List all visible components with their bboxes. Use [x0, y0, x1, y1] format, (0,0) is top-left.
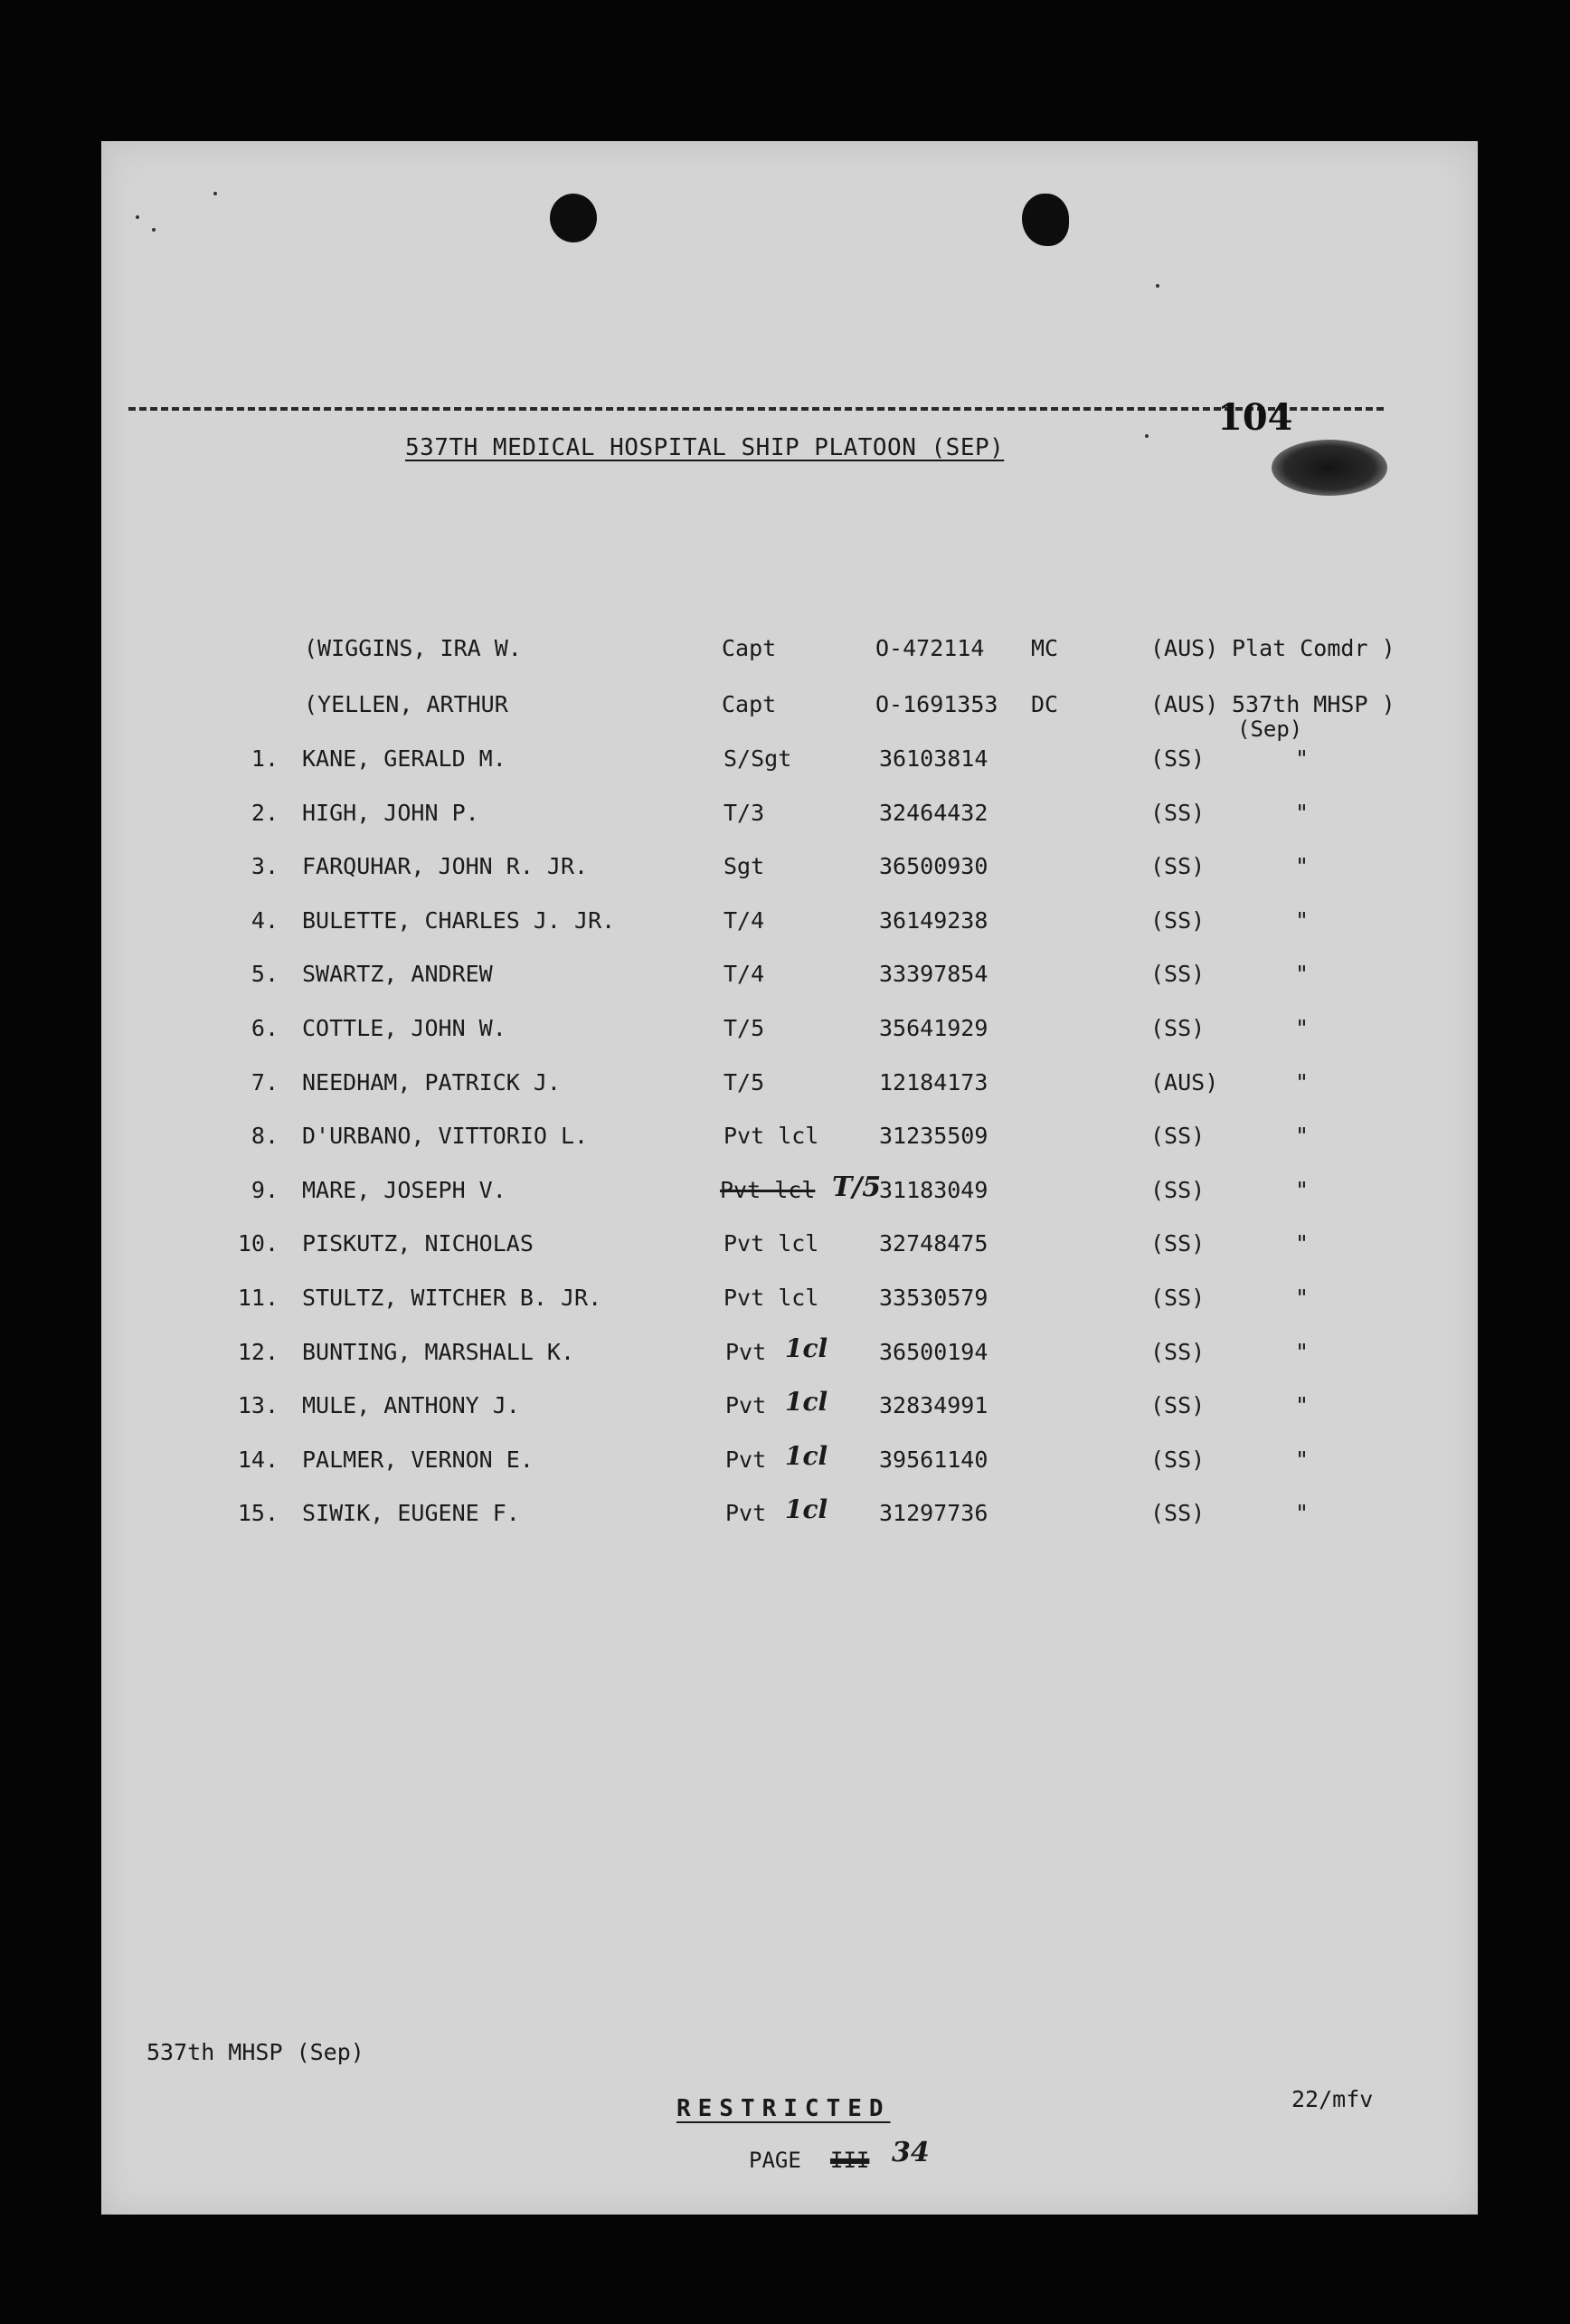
roster-component: (SS) — [1150, 1123, 1206, 1149]
roster-serial: 36500194 — [879, 1339, 988, 1365]
roster-row — [0, 1230, 1570, 1266]
roster-serial: 31183049 — [879, 1177, 988, 1203]
document-title: 537TH MEDICAL HOSPITAL SHIP PLATOON (SEP) — [405, 434, 1005, 461]
roster-row — [0, 907, 1570, 944]
roster-rank: Pvt — [725, 1447, 767, 1473]
roster-row — [0, 1285, 1570, 1321]
roster-name: SIWIK, EUGENE F. — [302, 1500, 520, 1526]
roster-serial: 32748475 — [879, 1230, 988, 1257]
officer-row — [0, 691, 1570, 727]
officer-note: Plat Comdr ) — [1232, 635, 1395, 661]
roster-component: (SS) — [1150, 1339, 1206, 1365]
roster-row — [0, 1015, 1570, 1051]
roster-serial: 36500930 — [879, 853, 988, 879]
officer-row — [0, 635, 1570, 671]
roster-serial: 32834991 — [879, 1392, 988, 1418]
roster-rank: Pvt lcl — [724, 1285, 819, 1311]
officer-serial: O-1691353 — [875, 691, 998, 717]
officer-branch: MC — [1031, 635, 1059, 661]
officer-name: (WIGGINS, IRA W. — [304, 635, 522, 661]
officer-rank: Capt — [722, 635, 777, 661]
roster-component: (SS) — [1150, 1285, 1206, 1311]
ditto-mark: " — [1295, 745, 1310, 772]
ditto-mark: " — [1295, 1015, 1310, 1041]
roster-rank-handwritten: 1cl — [785, 1333, 828, 1363]
roster-rank: T/5 — [724, 1069, 765, 1096]
ditto-mark: " — [1295, 907, 1310, 934]
roster-rank: Pvt — [725, 1500, 767, 1526]
roster-name: KANE, GERALD M. — [302, 745, 506, 772]
ditto-mark: " — [1295, 1230, 1310, 1257]
roster-row — [0, 1333, 1570, 1375]
roster-serial: 33397854 — [879, 961, 988, 987]
roster-name: MULE, ANTHONY J. — [302, 1392, 520, 1418]
roster-name: NEEDHAM, PATRICK J. — [302, 1069, 561, 1096]
roster-name: STULTZ, WITCHER B. JR. — [302, 1285, 602, 1311]
roster-rank: Sgt — [724, 853, 765, 879]
roster-number: 14. — [237, 1447, 279, 1473]
ditto-mark: " — [1295, 800, 1310, 826]
roster-number: 5. — [251, 961, 279, 987]
roster-component: (SS) — [1150, 745, 1206, 772]
ditto-mark: " — [1295, 1392, 1310, 1418]
roster-component: (SS) — [1150, 853, 1206, 879]
footer-unit: 537th MHSP (Sep) — [147, 2039, 364, 2065]
roster-row — [0, 800, 1570, 836]
ditto-mark: " — [1295, 1339, 1310, 1365]
punch-hole-right — [1022, 194, 1069, 246]
roster-serial: 31297736 — [879, 1500, 988, 1526]
ditto-mark: " — [1295, 1069, 1310, 1096]
officer-note-sep: (Sep) — [1237, 716, 1303, 742]
roster-row — [0, 1123, 1570, 1159]
ditto-mark: " — [1295, 1500, 1310, 1526]
roster-name: PALMER, VERNON E. — [302, 1447, 534, 1473]
roster-row — [0, 961, 1570, 997]
roster-rank: T/4 — [724, 907, 765, 934]
roster-rank-handwritten: 1cl — [785, 1494, 828, 1524]
roster-row — [0, 745, 1570, 782]
roster-component: (SS) — [1150, 800, 1206, 826]
roster-serial: 32464432 — [879, 800, 988, 826]
roster-rank: S/Sgt — [724, 745, 792, 772]
ditto-mark: " — [1295, 853, 1310, 879]
roster-row — [0, 853, 1570, 889]
roster-serial: 36149238 — [879, 907, 988, 934]
page-struck: III — [830, 2148, 870, 2173]
roster-rank: T/3 — [724, 800, 765, 826]
dust-speck — [136, 215, 139, 219]
page-number: 104 — [1217, 396, 1293, 439]
roster-rank: T/5 — [724, 1015, 765, 1041]
roster-component: (SS) — [1150, 1015, 1206, 1041]
dust-speck — [1156, 284, 1159, 288]
roster-rank: Pvt — [725, 1392, 767, 1418]
roster-component: (SS) — [1150, 907, 1206, 934]
punch-hole-left — [550, 194, 597, 242]
roster-number: 15. — [237, 1500, 279, 1526]
roster-rank-handwritten: T/5 — [832, 1171, 882, 1203]
ditto-mark: " — [1295, 1285, 1310, 1311]
roster-rank: Pvt lcl — [724, 1230, 819, 1257]
header-dashed-rule — [128, 407, 1384, 411]
roster-rank-handwritten: 1cl — [785, 1387, 828, 1417]
roster-name: COTTLE, JOHN W. — [302, 1015, 506, 1041]
roster-number: 2. — [251, 800, 279, 826]
roster-name: SWARTZ, ANDREW — [302, 961, 493, 987]
roster-component: (SS) — [1150, 961, 1206, 987]
roster-number: 8. — [251, 1123, 279, 1149]
roster-component: (SS) — [1150, 1177, 1206, 1203]
roster-name: D'URBANO, VITTORIO L. — [302, 1123, 589, 1149]
roster-row — [0, 1441, 1570, 1483]
roster-row — [0, 1069, 1570, 1105]
page-handwritten: 34 — [892, 2137, 930, 2168]
roster-name: HIGH, JOHN P. — [302, 800, 479, 826]
roster-name: PISKUTZ, NICHOLAS — [302, 1230, 534, 1257]
roster-number: 9. — [251, 1177, 279, 1203]
roster-number: 10. — [237, 1230, 279, 1257]
ditto-mark: " — [1295, 961, 1310, 987]
roster-rank: Pvt — [725, 1339, 767, 1365]
roster-rank-struck: Pvt lcl — [720, 1177, 816, 1203]
dust-speck — [1145, 434, 1149, 438]
page-label: PAGE — [749, 2148, 801, 2173]
classification-marking: RESTRICTED — [676, 2095, 891, 2122]
officer-branch: DC — [1031, 691, 1059, 717]
roster-row — [0, 1387, 1570, 1428]
ditto-mark: " — [1295, 1123, 1310, 1149]
roster-serial: 31235509 — [879, 1123, 988, 1149]
roster-number: 1. — [251, 745, 279, 772]
roster-component: (SS) — [1150, 1500, 1206, 1526]
roster-serial: 35641929 — [879, 1015, 988, 1041]
roster-name: BUNTING, MARSHALL K. — [302, 1339, 575, 1365]
ditto-mark: " — [1295, 1177, 1310, 1203]
roster-serial: 36103814 — [879, 745, 988, 772]
roster-number: 12. — [237, 1339, 279, 1365]
roster-component: (AUS) — [1150, 1069, 1219, 1096]
roster-number: 3. — [251, 853, 279, 879]
roster-component: (SS) — [1150, 1230, 1206, 1257]
roster-row — [0, 1494, 1570, 1536]
roster-rank: T/4 — [724, 961, 765, 987]
ink-smudge — [1272, 440, 1387, 496]
roster-name: FARQUHAR, JOHN R. JR. — [302, 853, 589, 879]
roster-rank: Pvt lcl — [724, 1123, 819, 1149]
officer-note: 537th MHSP ) — [1232, 691, 1395, 717]
roster-number: 4. — [251, 907, 279, 934]
roster-row — [0, 1171, 1570, 1213]
roster-component: (SS) — [1150, 1392, 1206, 1418]
roster-rank-handwritten: 1cl — [785, 1441, 828, 1471]
footer-code: 22/mfv — [1291, 2086, 1374, 2112]
ditto-mark: " — [1295, 1447, 1310, 1473]
roster-number: 11. — [237, 1285, 279, 1311]
roster-serial: 33530579 — [879, 1285, 988, 1311]
officer-serial: O-472114 — [875, 635, 985, 661]
officer-name: (YELLEN, ARTHUR — [304, 691, 508, 717]
roster-number: 7. — [251, 1069, 279, 1096]
dust-speck — [152, 228, 156, 232]
roster-number: 13. — [237, 1392, 279, 1418]
roster-name: BULETTE, CHARLES J. JR. — [302, 907, 616, 934]
roster-serial: 39561140 — [879, 1447, 988, 1473]
roster-name: MARE, JOSEPH V. — [302, 1177, 506, 1203]
roster-number: 6. — [251, 1015, 279, 1041]
officer-rank: Capt — [722, 691, 777, 717]
dust-speck — [213, 192, 217, 195]
roster-serial: 12184173 — [879, 1069, 988, 1096]
officer-component: (AUS) — [1150, 691, 1219, 717]
roster-component: (SS) — [1150, 1447, 1206, 1473]
officer-component: (AUS) — [1150, 635, 1219, 661]
